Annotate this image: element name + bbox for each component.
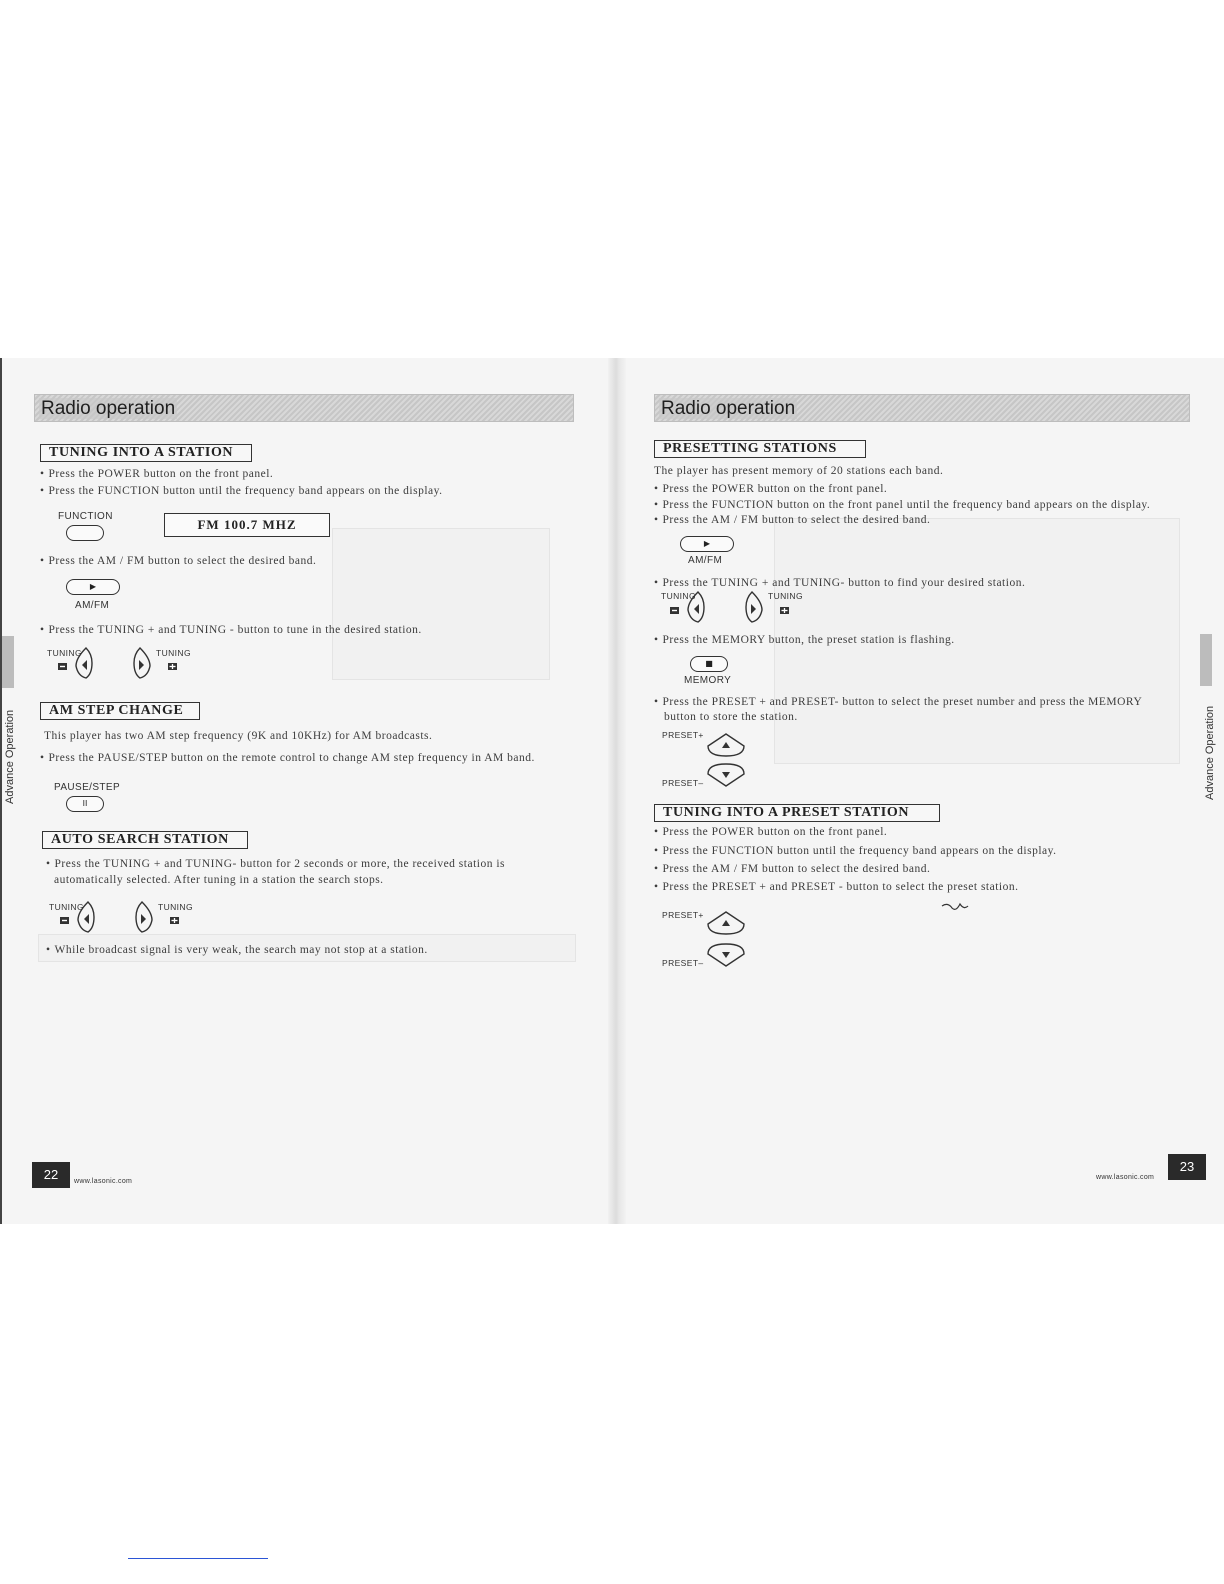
instruction-line: • Press the TUNING + and TUNING- button for 2 seconds or more, the received station is: [46, 858, 505, 870]
left-page: [0, 358, 614, 1224]
instruction-line: automatically selected. After tuning in a station the search stops.: [54, 874, 384, 886]
memory-button-icon: ■: [690, 656, 728, 672]
preset-plus-label: PRESET+: [662, 910, 704, 920]
scanned-spread: [0, 358, 1224, 1224]
tuning-minus-label: TUNING: [49, 902, 84, 912]
amfm-button-label: AM/FM: [75, 600, 110, 611]
tuning-buttons-icon: [668, 588, 803, 624]
pause-step-button-icon: II: [66, 796, 104, 812]
bleed-through-table: [332, 528, 550, 680]
function-button-icon: [66, 525, 104, 541]
preset-minus-label: PRESET–: [662, 778, 704, 788]
preset-down-button-icon: [706, 762, 746, 788]
instruction-line: • Press the FUNCTION button until the frequency band appears on the display.: [654, 845, 1057, 857]
instruction-line: • Press the PAUSE/STEP button on the remote control to change AM step frequency in AM band.: [40, 752, 535, 764]
function-button-label: FUNCTION: [58, 511, 113, 522]
right-page: [624, 358, 1224, 1224]
side-tab-marker: [2, 636, 14, 688]
frequency-display: FM 100.7 MHZ: [164, 513, 330, 537]
section-heading-auto-search: AUTO SEARCH STATION: [42, 831, 248, 849]
instruction-line: • Press the MEMORY button, the preset station is flashing.: [654, 634, 955, 646]
instruction-line: • Press the FUNCTION button on the front panel until the frequency band appears on the display.: [654, 499, 1150, 511]
preset-up-button-icon: [706, 910, 746, 936]
tuning-buttons-icon: [56, 644, 191, 680]
tuning-plus-label: TUNING: [768, 591, 803, 601]
instruction-line: • Press the TUNING + and TUNING - button to tune in the desired station.: [40, 624, 422, 636]
page-number: 23: [1168, 1154, 1206, 1180]
preset-up-button-icon: [706, 732, 746, 758]
amfm-button-icon: ▶: [680, 536, 734, 552]
section-heading-am-step: AM STEP CHANGE: [40, 702, 200, 720]
instruction-line: • Press the AM / FM button to select the desired band.: [654, 863, 930, 875]
instruction-line: • Press the POWER button on the front panel.: [654, 483, 887, 495]
chapter-title: Radio operation: [661, 398, 796, 419]
instruction-line: • Press the POWER button on the front panel.: [40, 468, 273, 480]
section-heading-presetting: PRESETTING STATIONS: [654, 440, 866, 458]
instruction-line: • Press the PRESET + and PRESET- button to select the preset number and press the MEMORY: [654, 696, 1142, 708]
instruction-line: This player has two AM step frequency (9K and 10KHz) for AM broadcasts.: [44, 730, 433, 742]
instruction-line: The player has present memory of 20 stations each band.: [654, 465, 944, 477]
chapter-title: Radio operation: [41, 398, 176, 419]
instruction-line: • Press the AM / FM button to select the desired band.: [40, 555, 316, 567]
chapter-title-bar: [34, 394, 574, 422]
instruction-line: • Press the POWER button on the front panel.: [654, 826, 887, 838]
side-label: Advance Operation: [1204, 705, 1216, 800]
chapter-title-bar: [654, 394, 1190, 422]
instruction-line: • Press the FUNCTION button until the frequency band appears on the display.: [40, 485, 443, 497]
pause-step-label: PAUSE/STEP: [54, 782, 121, 793]
page-number: 22: [32, 1162, 70, 1188]
instruction-line: • Press the AM / FM button to select the desired band.: [654, 514, 930, 526]
side-label: Advance Operation: [4, 709, 16, 804]
instruction-line: button to store the station.: [664, 711, 798, 723]
scribble-mark-icon: [940, 900, 970, 914]
instruction-line: • While broadcast signal is very weak, the search may not stop at a station.: [46, 944, 428, 956]
tuning-minus-label: TUNING: [47, 648, 82, 658]
tuning-plus-label: TUNING: [158, 902, 193, 912]
amfm-button-icon: ▶: [66, 579, 120, 595]
tuning-buttons-icon: [58, 898, 193, 934]
tuning-minus-label: TUNING: [661, 591, 696, 601]
preset-minus-label: PRESET–: [662, 958, 704, 968]
section-heading-tuning-preset: TUNING INTO A PRESET STATION: [654, 804, 940, 822]
tuning-plus-label: TUNING: [156, 648, 191, 658]
section-heading-tuning: TUNING INTO A STATION: [40, 444, 252, 462]
preset-down-button-icon: [706, 942, 746, 968]
preset-plus-label: PRESET+: [662, 730, 704, 740]
underline-link-mark: [128, 1558, 268, 1559]
instruction-line: • Press the PRESET + and PRESET - button to select the preset station.: [654, 881, 1019, 893]
website-url: www.lasonic.com: [74, 1178, 133, 1185]
memory-button-label: MEMORY: [684, 675, 732, 686]
instruction-line: • Press the TUNING + and TUNING- button to find your desired station.: [654, 577, 1025, 589]
website-url: www.lasonic.com: [1096, 1174, 1155, 1181]
amfm-button-label: AM/FM: [688, 555, 723, 566]
side-tab-marker: [1200, 634, 1212, 686]
